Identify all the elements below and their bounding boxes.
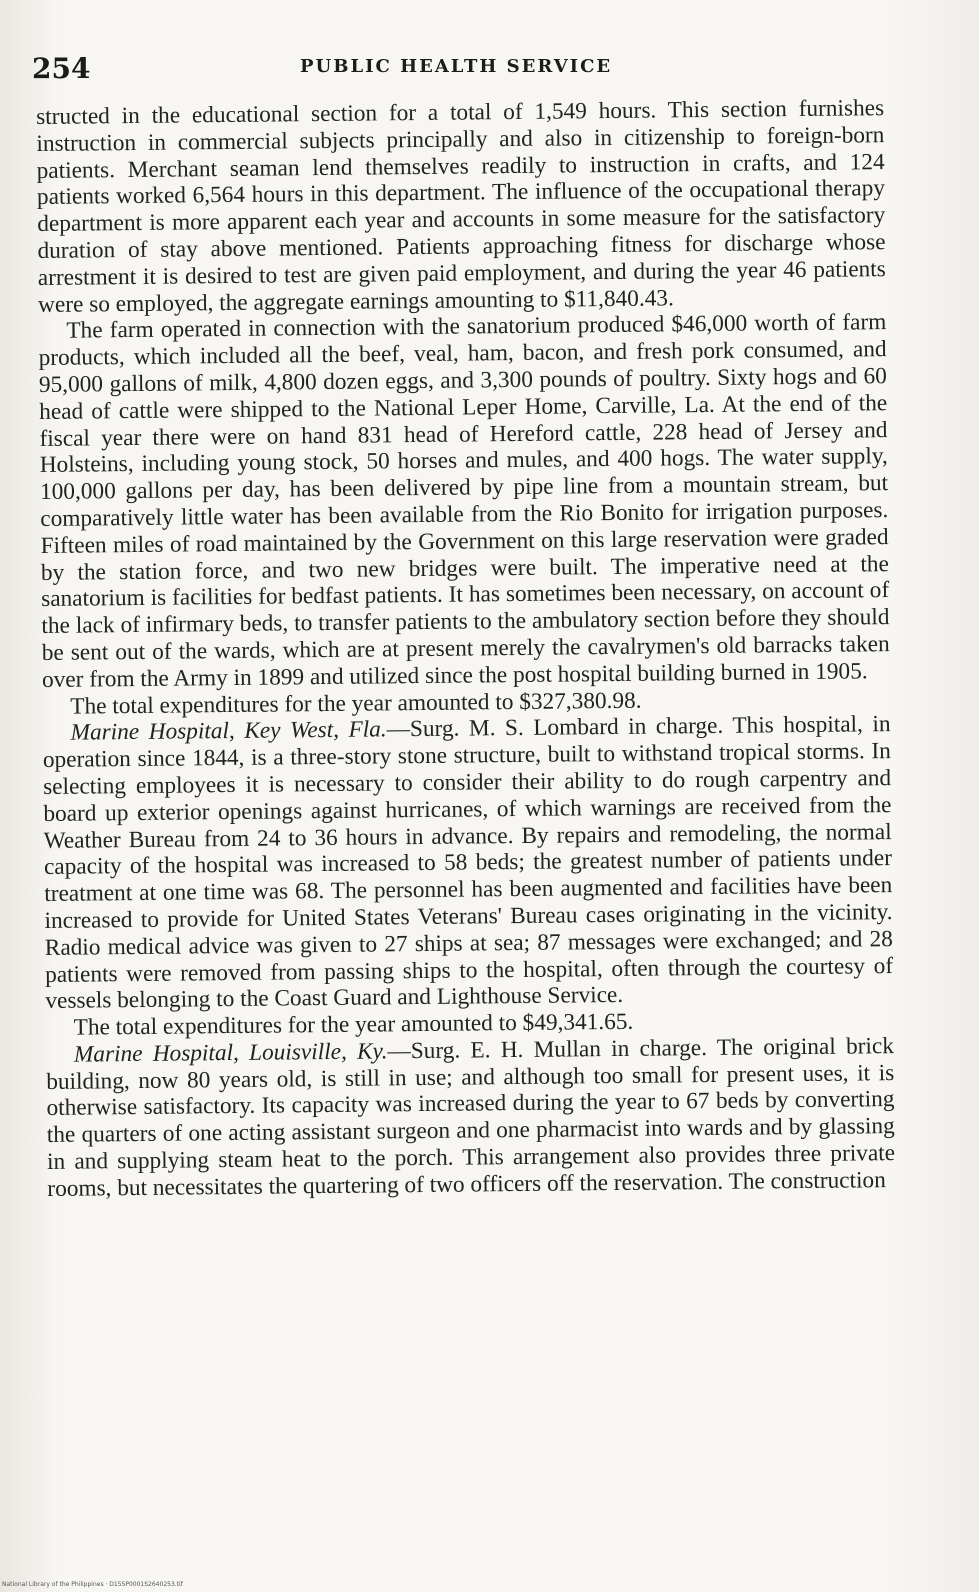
running-head: PUBLIC HEALTH SERVICE: [300, 56, 613, 77]
page-header: [30, 48, 910, 88]
paragraph-key-west: [42, 711, 893, 1015]
louisville-heading: Marine Hospital, Louisville, Ky.: [73, 1038, 388, 1068]
paragraph-occupational-therapy: structed in the educational section for a total of 1,549 hours. This section furnishes instruction in commercial subjects principally and also in citizenship to foreign-born patients. Merchant seaman lend themselves readily to instruction in crafts, and 124 patients worked 6,564 hours in this department. The influence of the occupational therapy department is more apparent each year and accounts in some measure for the satisfactory duration of stay above mentioned. Patients approaching fitness for discharge whose arrestment it is desired to test are given paid employment, and during the year 46 patients were so employed, the aggregate earnings amounting to $11,840.43.: [36, 95, 886, 318]
key-west-heading: Marine Hospital, Key West, Fla.: [70, 716, 387, 746]
page-number: 254: [32, 52, 91, 85]
louisville-body: —Surg. E. H. Mullan in charge. The original brick building, now 80 years old, is still in use; and although too small for present uses, it is otherwise satisfactory. Its capacity was increased during the year to 67 beds by converting the quarters of one acting assistant surgeon and one pharmacist into wards and by glassing in and supplying steam heat to the porch. This arrangement also provides three private rooms, but necessitates the quartering of two officers off the reservation. The construction: [46, 1032, 896, 1202]
paragraph-farm: The farm operated in connection with the sanatorium produced $46,000 worth of farm products, which included all the beef, veal, ham, bacon, and fresh pork consumed, and 95,000 gallons of milk, 4,800 dozen eggs, and 3,300 pounds of poultry. Sixty hogs and 60 head of cattle were shipped to the National Leper Home, Carville, La. At the end of the fiscal year there were on hand 831 head of Hereford cattle, 228 head of Jersey and Holsteins, including young stock, 50 horses and mules, and 400 hogs. The water supply, 100,000 gallons per day, has been delivered by pipe line from a mountain stream, but comparatively little water has been available from the Rio Bonito for irrigation purposes. Fifteen miles of road maintained by the Government on this large reservation were graded by the station force, and two new bridges were built. The imperative need at the sanatorium is facilities for bedfast patients. It has sometimes been necessary, on account of the lack of infirmary beds, to transfer patients to the ambulatory section before they should be sent out of the wards, which are at present merely the cavalrymen's old barracks taken over from the Army in 1899 and utilized since the post hospital building burned in 1905.: [38, 309, 890, 693]
scan-footer: National Library of the Philippines · D15SP0001S2640253.tif: [2, 1581, 183, 1588]
key-west-body: —Surg. M. S. Lombard in charge. This hospital, in operation since 1844, is a three-story stone structure, built to withstand tropical storms. In selecting employees it is necessary to consider their ability to do rough carpentry and board up exterior openings against hurricanes, of which warnings are received from the Weather Bureau from 24 to 36 hours in advance. By repairs and remodeling, the normal capacity of the hospital was increased to 58 beds; the greatest number of patients under treatment at one time was 68. The personnel has been augmented and facilities have been increased to provide for United States Veterans' Bureau cases originating in the vicinity. Radio medical advice was given to 27 ships at sea; 87 messages were exchanged; and 28 patients were removed from passing ships to the hospital, often through the courtesy of vessels belonging to the Coast Guard and Lighthouse Service.: [42, 711, 894, 1015]
paragraph-louisville: [46, 1033, 896, 1203]
paragraph-expenditures-sanatorium: The total expenditures for the year amounted to $327,380.98.: [70, 687, 642, 720]
paragraph-expenditures-key-west: The total expenditures for the year amounted to $49,341.65.: [73, 1008, 634, 1041]
body-text: [36, 95, 899, 1504]
